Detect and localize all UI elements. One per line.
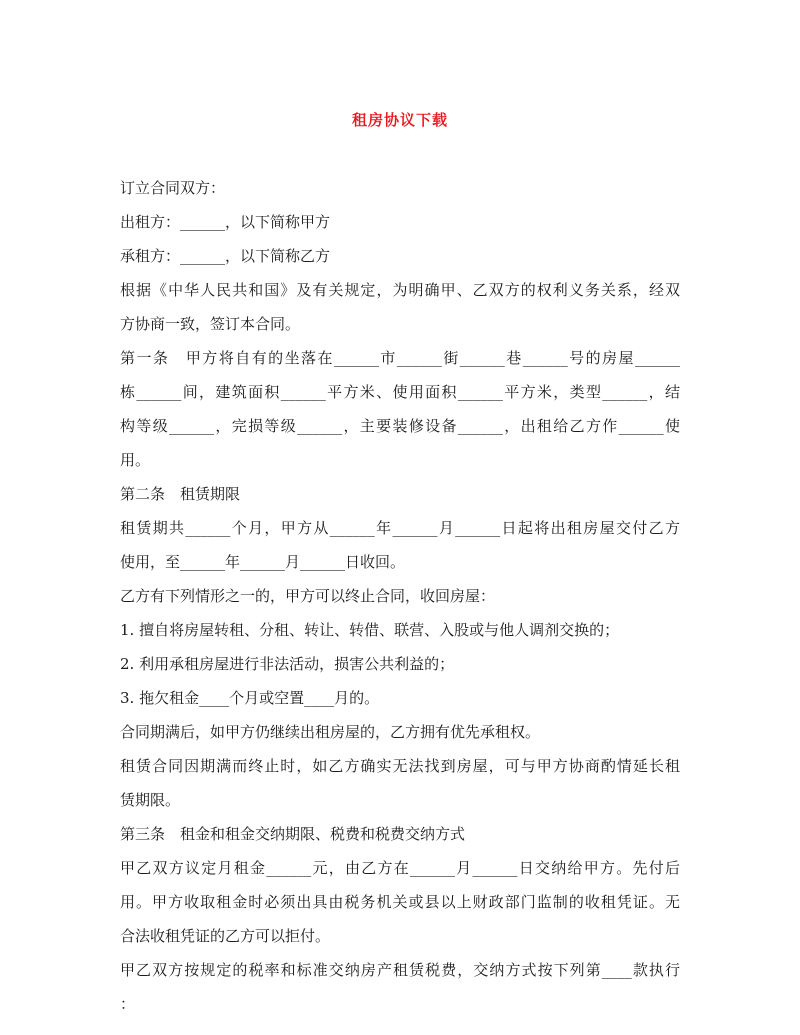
text-line: 合法收租凭证的乙方可以拒付。 — [120, 927, 331, 945]
text-line: 合同期满后，如甲方仍继续出租房屋的，乙方拥有优先承租权。 — [120, 723, 541, 741]
text-line: 乙方有下列情形之一的，甲方可以终止合同，收回房屋： — [120, 587, 496, 605]
text-line: 订立合同双方： — [120, 179, 226, 197]
text-line: 栋______间，建筑面积______平方米、使用面积______平方米，类型______，结 — [120, 383, 680, 401]
text-line: 用。甲方收取租金时必须出具由税务机关或县以上财政部门监制的收租凭证。无 — [120, 893, 680, 911]
text-line: 使用，至______年______月______日收回。 — [120, 553, 406, 571]
text-line: 1. 擅自将房屋转租、分租、转让、转借、联营、入股或与他人调剂交换的； — [120, 621, 620, 639]
text-line: 租赁合同因期满而终止时，如乙方确实无法找到房屋，可与甲方协商酌情延长租 — [120, 757, 680, 775]
text-line: 第一条 甲方将自有的坐落在______市______街______巷______号的房屋______ — [120, 349, 680, 367]
text-line: 2. 利用承租房屋进行非法活动，损害公共利益的； — [120, 655, 455, 673]
text-line: 甲乙双方议定月租金______元，由乙方在______月______日交纳给甲方。先付后 — [120, 859, 680, 877]
text-line: 第三条 租金和租金交纳期限、税费和税费交纳方式 — [120, 825, 466, 843]
text-line: 构等级______，完损等级______，主要装修设备______，出租给乙方作______使 — [120, 417, 680, 435]
text-line: 出租方：______，以下简称甲方 — [120, 213, 331, 231]
text-line: 赁期限。 — [120, 791, 181, 809]
document-title: 租房协议下载 — [351, 111, 448, 129]
text-line: 甲乙双方按规定的税率和标准交纳房产租赁税费，交纳方式按下列第____款执行 — [120, 961, 680, 979]
text-line: 租赁期共______个月，甲方从______年______月______日起将出租房屋交付乙方 — [120, 519, 680, 537]
text-line: 承租方：______，以下简称乙方 — [120, 247, 331, 265]
text-line: ： — [120, 995, 136, 1013]
text-line: 第二条 租赁期限 — [120, 485, 241, 503]
text-line: 根据《中华人民共和国》及有关规定，为明确甲、乙双方的权利义务关系，经双 — [120, 281, 680, 299]
document-body — [120, 171, 680, 1021]
text-line: 3. 拖欠租金____个月或空置____月的。 — [120, 689, 380, 707]
text-line: 用。 — [120, 451, 151, 469]
text-line: 方协商一致，签订本合同。 — [120, 315, 301, 333]
